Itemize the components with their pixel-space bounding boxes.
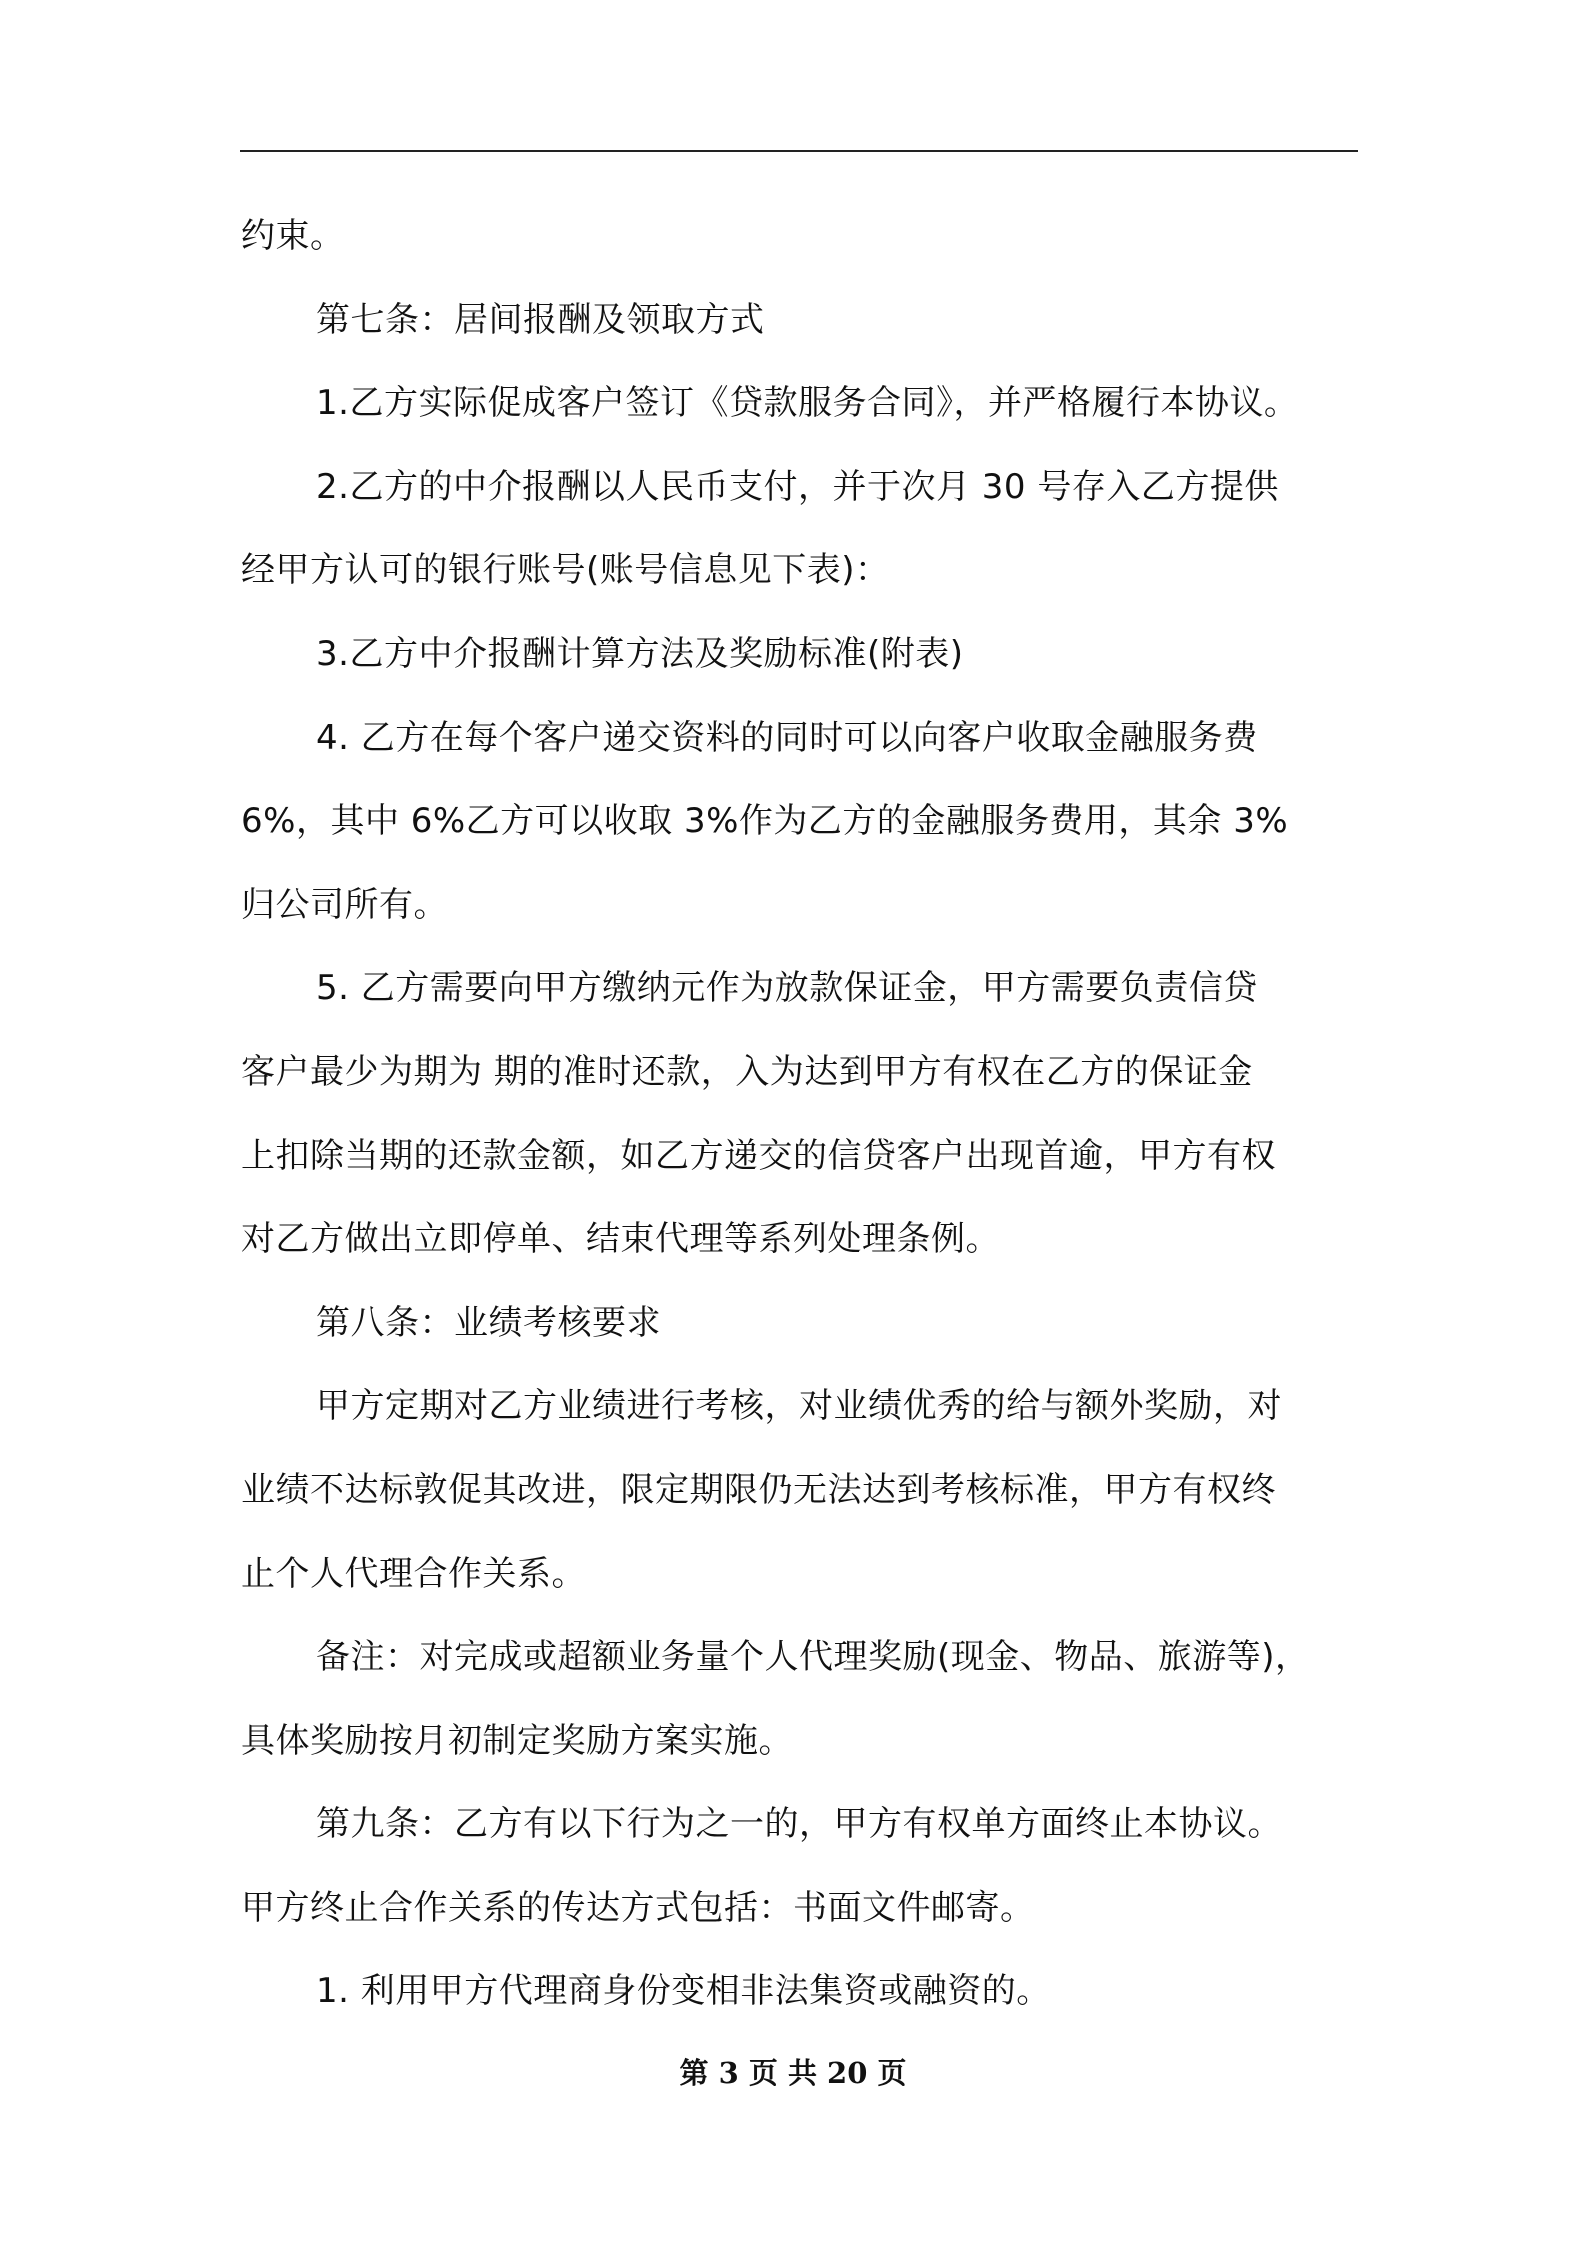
body-line: 3.乙方中介报酬计算方法及奖励标准(附表) <box>316 633 964 674</box>
body-line: 2.乙方的中介报酬以人民币支付，并于次月 30 号存入乙方提供 <box>316 466 1279 507</box>
body-line: 具体奖励按月初制定奖励方案实施。 <box>241 1720 793 1761</box>
body-line: 4. 乙方在每个客户递交资料的同时可以向客户收取金融服务费 <box>316 717 1258 758</box>
page-number: 第 3 页 共 20 页 <box>679 2056 907 2090</box>
document-body <box>241 195 1361 2034</box>
body-line: 6%，其中 6%乙方可以收取 3%作为乙方的金融服务费用，其余 3% <box>241 801 1289 842</box>
body-line: 1.乙方实际促成客户签订《贷款服务合同》，并严格履行本协议。 <box>316 383 1299 424</box>
body-line: 止个人代理合作关系。 <box>241 1553 586 1594</box>
section-heading-9: 第九条：乙方有以下行为之一的，甲方有权单方面终止本协议。 <box>316 1804 1282 1845</box>
section-heading-7: 第七条：居间报酬及领取方式 <box>316 299 765 340</box>
body-line: 客户最少为期为 期的准时还款，入为达到甲方有权在乙方的保证金 <box>241 1051 1253 1092</box>
body-line: 1. 利用甲方代理商身份变相非法集资或融资的。 <box>316 1971 1051 2012</box>
body-line: 5. 乙方需要向甲方缴纳元作为放款保证金，甲方需要负责信贷 <box>316 968 1258 1009</box>
body-line: 备注：对完成或超额业务量个人代理奖励(现金、物品、旅游等)， <box>316 1637 1310 1678</box>
body-line: 业绩不达标敦促其改进，限定期限仍无法达到考核标准，甲方有权终 <box>241 1469 1276 1510</box>
body-line: 对乙方做出立即停单、结束代理等系列处理条例。 <box>241 1219 1000 1260</box>
body-line: 经甲方认可的银行账号(账号信息见下表)： <box>241 550 890 591</box>
body-line: 归公司所有。 <box>241 884 448 925</box>
body-line: 甲方定期对乙方业绩进行考核，对业绩优秀的给与额外奖励，对 <box>316 1386 1282 1427</box>
section-heading-8: 第八条：业绩考核要求 <box>316 1302 661 1343</box>
header-rule <box>240 150 1358 152</box>
body-line: 甲方终止合作关系的传达方式包括：书面文件邮寄。 <box>241 1887 1035 1928</box>
body-line: 上扣除当期的还款金额，如乙方递交的信贷客户出现首逾，甲方有权 <box>241 1135 1276 1176</box>
body-line: 约束。 <box>241 216 345 256</box>
